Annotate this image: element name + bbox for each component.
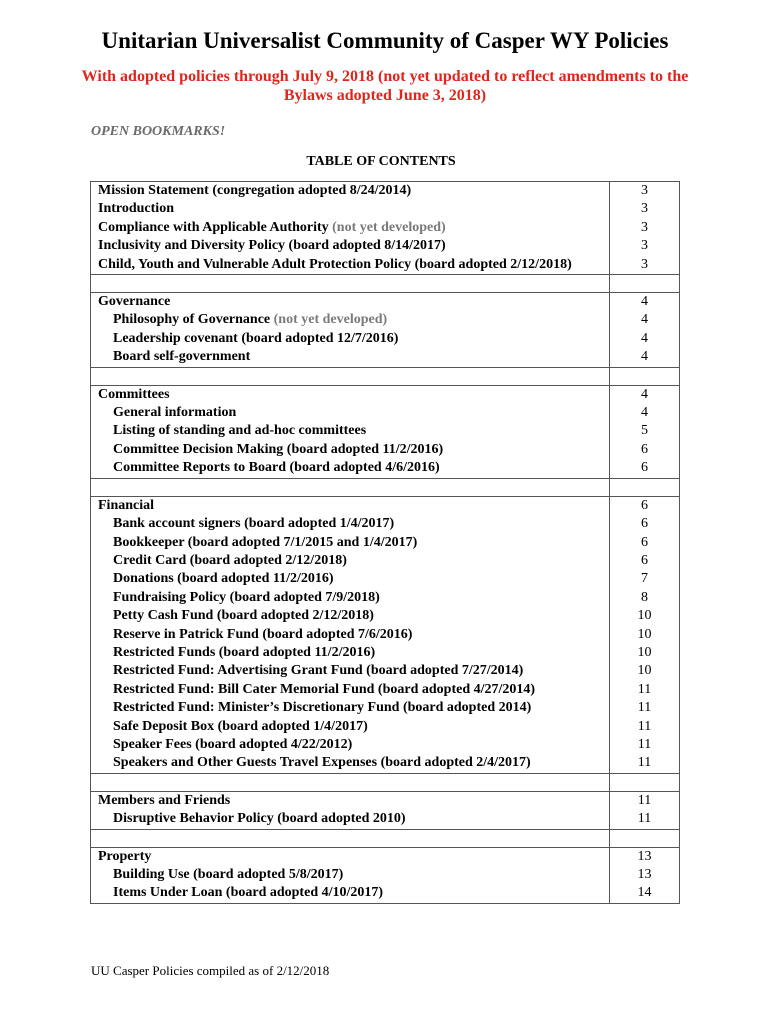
toc-entry-title: Board self-government [113,349,251,365]
toc-entry[interactable] [98,459,602,477]
toc-entry-title: Inclusivity and Diversity Policy (board adopted 8/14/2017) [98,238,446,254]
toc-section-row [91,385,680,478]
toc-entry[interactable] [98,607,602,625]
toc-entry-title: Petty Cash Fund (board adopted 2/12/2018) [113,608,374,624]
toc-entry[interactable] [98,718,602,736]
toc-section-entries [91,847,610,903]
toc-entry-title: Governance [98,294,171,310]
toc-entry-note: (not yet developed) [273,312,388,328]
toc-entry-page[interactable]: 6 [641,497,648,513]
toc-entry[interactable] [98,848,602,866]
toc-entry[interactable] [98,552,602,570]
toc-blank-cell [610,478,680,496]
toc-entry[interactable] [98,386,602,404]
toc-blank-cell [91,367,610,385]
toc-entry-page[interactable]: 6 [641,460,648,476]
toc-blank-cell [610,773,680,791]
toc-separator-row [91,478,680,496]
toc-entry-page[interactable]: 14 [637,885,652,901]
toc-entry[interactable] [98,662,602,680]
toc-entry-page[interactable]: 6 [641,441,648,457]
toc-blank-cell [610,275,680,293]
toc-entry-title: Committees [98,386,170,402]
toc-entry[interactable] [98,534,602,552]
toc-entry[interactable] [98,699,602,717]
toc-separator-row [91,367,680,385]
toc-entry-title: Committee Decision Making (board adopted 11/2/2016) [113,441,444,457]
document-title: Unitarian Universalist Community of Casper WY Policies [101,28,669,53]
toc-entry-page[interactable]: 6 [641,552,648,568]
toc-section-entries [91,791,610,829]
toc-section-entries [91,385,610,478]
toc-blank-cell [91,829,610,847]
toc-section-row [91,182,680,275]
toc-entry-page[interactable]: 5 [641,423,648,439]
toc-blank-cell [91,773,610,791]
toc-entry-title: Bank account signers (board adopted 1/4/2017) [113,516,395,532]
toc-entry-title: Speaker Fees (board adopted 4/22/2012) [113,736,353,752]
toc-entry-title: General information [113,405,237,421]
toc-entry-title: Philosophy of Governance [113,312,271,328]
toc-section-entries [91,182,610,275]
toc-entry[interactable] [98,497,602,515]
toc-entry-page[interactable]: 7 [641,571,648,587]
toc-entry[interactable] [98,311,602,329]
toc-entry-title: Financial [98,497,155,513]
toc-entry[interactable] [98,330,602,348]
toc-entry-title: Donations (board adopted 11/2/2016) [113,571,334,587]
toc-entry[interactable] [98,219,602,237]
toc-blank-cell [91,478,610,496]
toc-entry[interactable] [98,422,602,440]
toc-section-pages [610,293,680,368]
toc-entry[interactable] [98,293,602,311]
toc-entry-page[interactable]: 11 [637,718,652,734]
toc-entry[interactable] [98,200,602,218]
toc-entry-title: Fundraising Policy (board adopted 7/9/2018) [113,589,380,605]
toc-entry-page[interactable]: 13 [637,848,652,864]
toc-section-row [91,496,680,773]
toc-entry-page[interactable]: 11 [637,792,652,808]
toc-entry[interactable] [98,884,602,902]
toc-entry-title: Reserve in Patrick Fund (board adopted 7/6/2016) [113,626,413,642]
toc-section-pages [610,182,680,275]
toc-separator-row [91,275,680,293]
toc-entry[interactable] [98,644,602,662]
toc-separator-row [91,773,680,791]
toc-section-entries [91,293,610,368]
toc-entry-title: Introduction [98,201,174,217]
toc-entry-page[interactable]: 11 [637,755,652,771]
toc-blank-cell [610,829,680,847]
toc-blank-cell [91,275,610,293]
toc-entry-title: Building Use (board adopted 5/8/2017) [113,867,344,882]
toc-entry[interactable] [98,237,602,255]
toc-entry-page[interactable]: 13 [637,867,652,882]
toc-entry[interactable] [98,810,602,828]
toc-entry-page[interactable]: 3 [641,256,648,272]
toc-entry-page[interactable]: 4 [641,405,648,421]
toc-entry-title: Credit Card (board adopted 2/12/2018) [113,552,347,568]
toc-entry-page[interactable]: 11 [637,681,652,697]
toc-entry-note: (not yet developed) [332,219,446,235]
toc-entry[interactable] [98,404,602,422]
toc-entry-page[interactable]: 6 [641,516,648,532]
toc-entry-page[interactable]: 8 [641,589,648,605]
toc-entry-title: Mission Statement (congregation adopted 8/24/2014) [98,183,412,198]
toc-separator-row [91,829,680,847]
toc-entry-page[interactable]: 11 [637,811,652,827]
toc-entry-title: Leadership covenant (board adopted 12/7/2016) [113,330,399,346]
toc-entry-title: Members and Friends [98,792,231,808]
toc-blank-cell [610,367,680,385]
toc-entry[interactable] [98,348,602,366]
toc-entry[interactable] [98,866,602,884]
page-footer: UU Casper Policies compiled as of 2/12/2018 [91,963,330,978]
document-subtitle: With adopted policies through July 9, 2018 (not yet updated to reflect amendments to the Bylaws adopted June 3, 2018) [81,68,689,104]
toc-entry-title: Property [98,848,152,864]
toc-entry-title: Listing of standing and ad-hoc committees [113,423,367,439]
toc-section-pages [610,847,680,903]
toc-entry[interactable] [98,792,602,810]
bookmarks-note: OPEN BOOKMARKS! [91,124,226,139]
toc-entry[interactable] [98,570,602,588]
toc-entry-page[interactable]: 10 [637,644,652,660]
toc-entry-title: Safe Deposit Box (board adopted 1/4/2017) [113,718,368,734]
toc-section-entries [91,496,610,773]
toc-entry-title: Restricted Fund: Advertising Grant Fund (board adopted 7/27/2014) [113,663,524,679]
toc-entry-title: Restricted Funds (board adopted 11/2/2016) [113,644,376,660]
toc-entry-page[interactable]: 10 [637,608,652,624]
toc-section-row [91,293,680,368]
toc-entry-title: Bookkeeper (board adopted 7/1/2015 and 1/4/2017) [113,534,418,550]
toc-section-pages [610,791,680,829]
toc-section-row [91,791,680,829]
toc-entry-title: Compliance with Applicable Authority [98,219,329,235]
toc-entry-page[interactable]: 10 [637,626,652,642]
toc-entry-title: Child, Youth and Vulnerable Adult Protection Policy (board adopted 2/12/2018) [98,256,572,272]
toc-entry-page[interactable]: 4 [641,330,648,346]
toc-entry-page[interactable]: 4 [641,386,648,402]
toc-entry-page[interactable]: 4 [641,349,648,365]
toc-entry-title: Disruptive Behavior Policy (board adopted 2010) [113,811,406,827]
toc-entry[interactable] [98,736,602,754]
toc-entry-page[interactable]: 3 [641,238,648,254]
toc-heading: TABLE OF CONTENTS [306,154,456,169]
toc-entry-page[interactable]: 3 [641,183,648,198]
toc-entry[interactable] [98,754,602,772]
toc-entry-title: Restricted Fund: Minister’s Discretionary Fund (board adopted 2014) [113,700,532,716]
toc-section-row [91,847,680,903]
toc-entry[interactable] [98,589,602,607]
toc-entry-page[interactable]: 4 [641,312,648,328]
toc-entry-title: Restricted Fund: Bill Cater Memorial Fund (board adopted 4/27/2014) [113,681,536,697]
toc-entry[interactable] [98,515,602,533]
toc-section-pages [610,385,680,478]
toc-entry[interactable] [98,626,602,644]
toc-entry[interactable] [98,182,602,200]
toc-entry-title: Speakers and Other Guests Travel Expenses (board adopted 2/4/2017) [113,755,531,771]
toc-section-pages [610,496,680,773]
toc-entry-page[interactable]: 3 [641,201,648,217]
toc-entry[interactable] [98,681,602,699]
toc-entry-page[interactable]: 4 [641,294,648,310]
toc-entry-page[interactable]: 11 [637,700,652,716]
toc-entry-page[interactable]: 6 [641,534,648,550]
toc-entry-title: Items Under Loan (board adopted 4/10/2017) [113,885,384,901]
toc-entry-title: Committee Reports to Board (board adopted 4/6/2016) [113,460,440,476]
toc-table [90,181,680,904]
toc-entry-page[interactable]: 11 [637,736,652,752]
toc-entry[interactable] [98,256,602,274]
toc-entry[interactable] [98,441,602,459]
toc-entry-page[interactable]: 3 [641,219,648,235]
toc-entry-page[interactable]: 10 [637,663,652,679]
